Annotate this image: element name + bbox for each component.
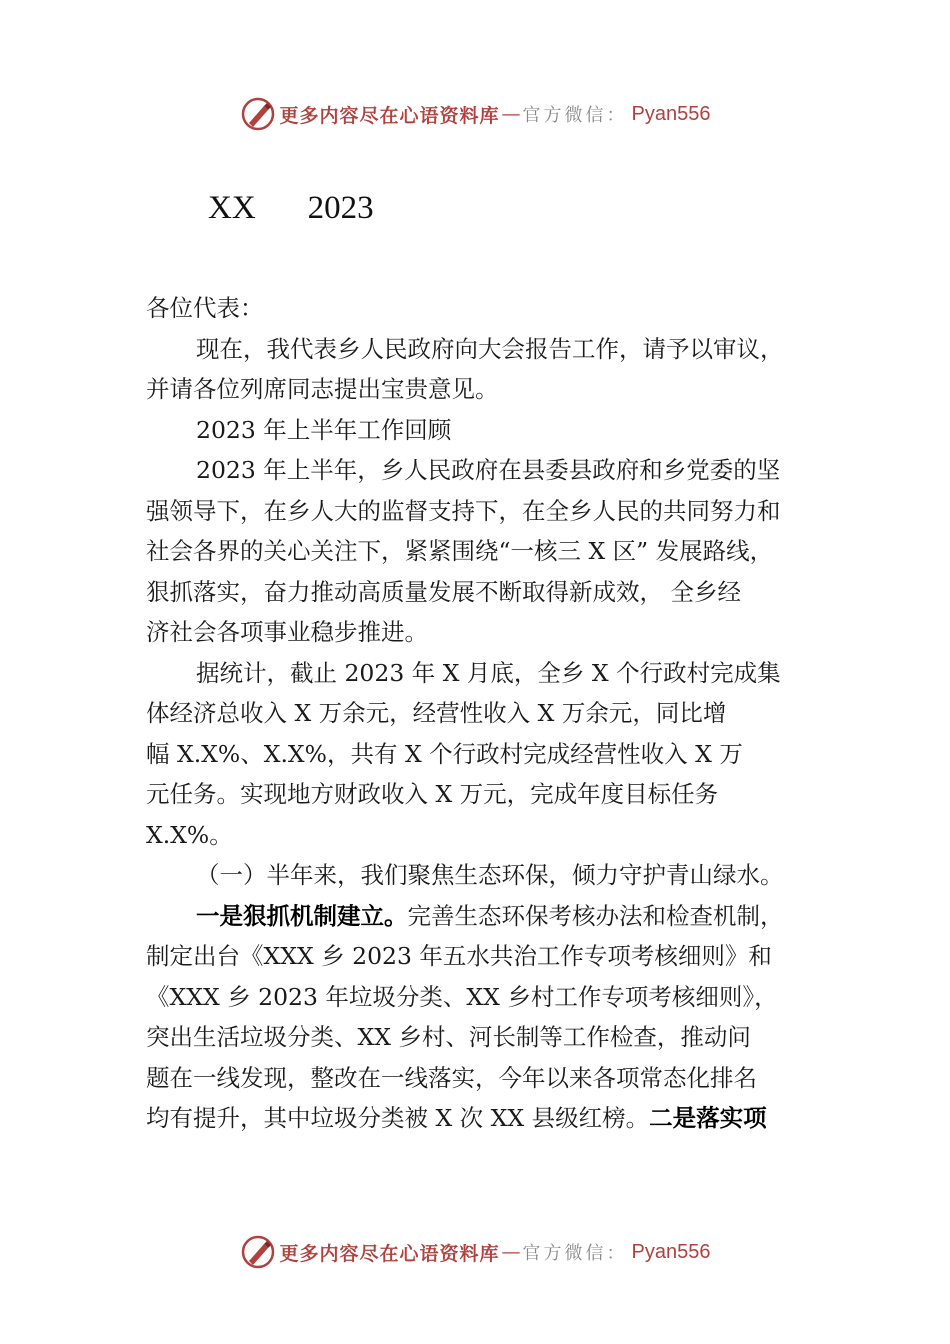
watermark-banner-top	[0, 94, 950, 134]
paragraph-line: 《XXX 乡 2023 年垃圾分类、XX 乡村工作专项考核细则》，	[146, 982, 778, 1011]
paragraph-line	[146, 1098, 826, 1139]
paragraph-line: 体经济总收入 X 万余元，经营性收入 X 万余元，同比增	[146, 699, 727, 727]
banner-text: 更多内容尽在心语资料库	[279, 1242, 500, 1265]
paragraph-line: 社会各界的关心关注下，紧紧围绕“一核三 X 区” 发展路线，	[146, 537, 774, 565]
title-part-2: 2023	[307, 190, 374, 226]
bold-lead-1: 一是狠抓机制建立。	[196, 901, 408, 930]
paragraph-text: 均有提升，其中垃圾分类被 X 次 XX 县级红榜。	[146, 1104, 650, 1132]
pen-logo-icon	[240, 1234, 276, 1270]
subsection-heading: （一）半年来，我们聚焦生态环保，倾力守护青山绿水。	[196, 861, 784, 889]
paragraph-line: 据统计，截止 2023 年 X 月底，全乡 X 个行政村完成集	[196, 658, 781, 687]
banner-separator: —	[501, 103, 521, 125]
paragraph-line: 制定出台《XXX 乡 2023 年五水共治工作专项考核细则》和	[146, 942, 772, 970]
paragraph-line: 突出生活垃圾分类、XX 乡村、河长制等工作检查，推动问	[146, 1023, 751, 1051]
paragraph-text: 完善生态环保考核办法和检查机制，	[407, 901, 784, 930]
paragraph-line: 并请各位列席同志提出宝贵意见。	[146, 375, 499, 403]
paragraph-line: 现在，我代表乡人民政府向大会报告工作，请予以审议，	[196, 334, 784, 363]
paragraph-line: 题在一线发现，整改在一线落实，今年以来各项常态化排名	[146, 1063, 757, 1092]
title-part-1: XX	[208, 190, 256, 226]
bold-lead-2: 二是落实项	[649, 1104, 767, 1132]
banner-wechat-label: 官方微信：	[522, 1243, 628, 1264]
document-body	[146, 288, 826, 1139]
banner-text: 更多内容尽在心语资料库	[279, 104, 500, 127]
banner-wechat-id: Pyan556	[631, 1240, 711, 1263]
document-title	[208, 190, 374, 227]
paragraph-line: 元任务。实现地方财政收入 X 万元，完成年度目标任务	[146, 780, 719, 808]
pen-logo-icon	[240, 96, 276, 132]
banner-wechat-label: 官方微信：	[522, 105, 628, 126]
paragraph-line: 幅 X.X%、X.X%，共有 X 个行政村完成经营性收入 X 万	[146, 739, 743, 768]
banner-wechat-id: Pyan556	[631, 102, 711, 125]
banner-separator: —	[501, 1241, 521, 1263]
section-heading: 2023 年上半年工作回顾	[196, 415, 452, 444]
paragraph-line	[146, 896, 826, 937]
watermark-banner-bottom	[0, 1232, 950, 1272]
salutation: 各位代表：	[146, 294, 264, 322]
paragraph-line: 2023 年上半年，乡人民政府在县委县政府和乡党委的坚	[196, 456, 781, 484]
paragraph-line: 狠抓落实，奋力推动高质量发展不断取得新成效， 全乡经	[146, 577, 741, 606]
paragraph-line: 强领导下，在乡人大的监督支持下，在全乡人民的共同努力和	[146, 496, 781, 525]
paragraph-line: X.X%。	[146, 820, 233, 849]
paragraph-line: 济社会各项事业稳步推进。	[146, 618, 428, 646]
